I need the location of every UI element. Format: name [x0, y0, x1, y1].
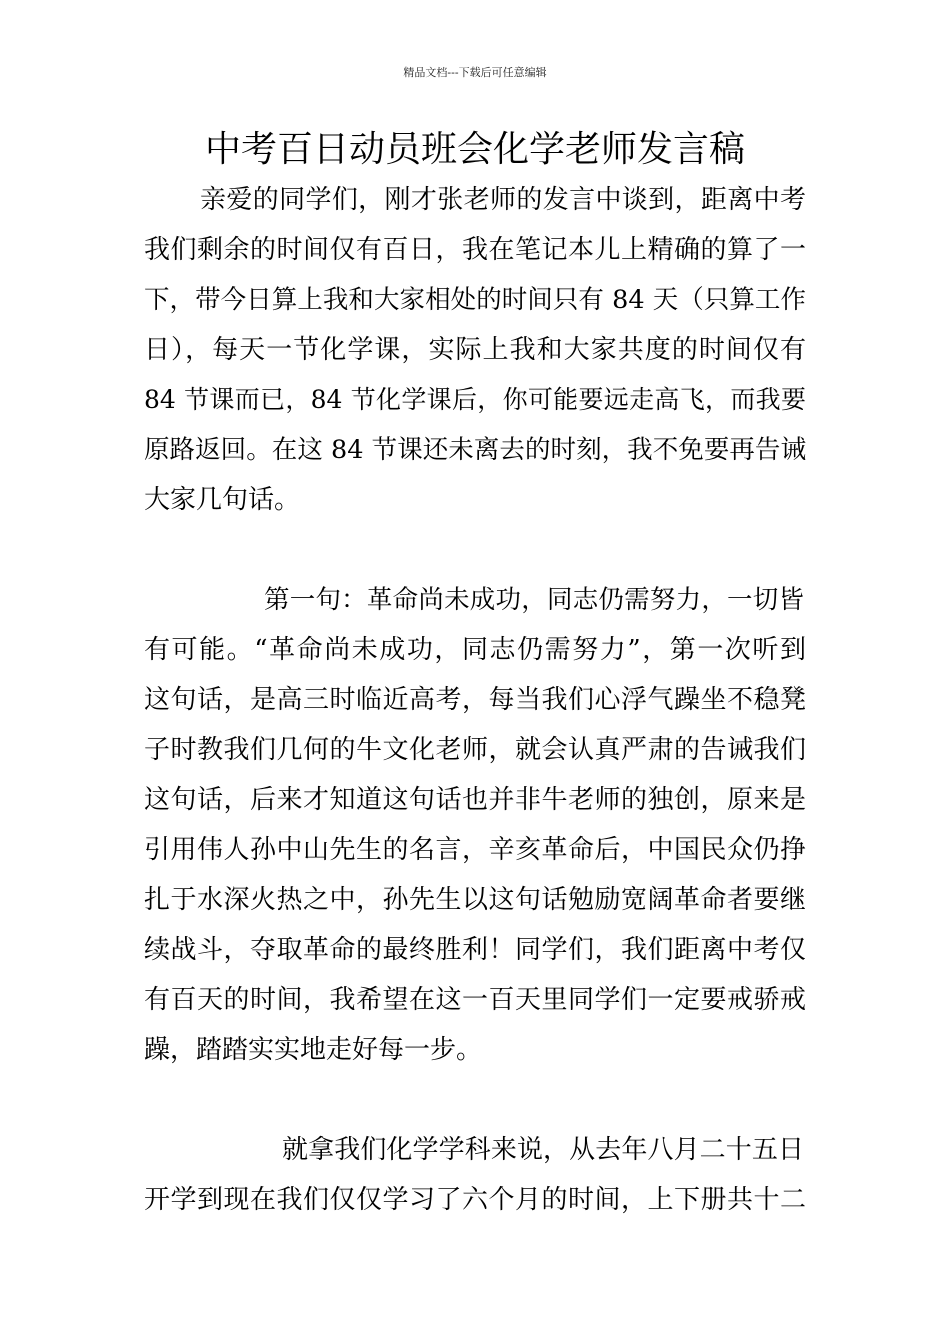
paragraph-3-line-1: 就拿我们化学学科来说，从去年八月二十五日	[282, 1135, 804, 1165]
paragraph-2-line-2: 有可能。“革命尚未成功，同志仍需努力”，第一次听到	[144, 635, 806, 665]
paragraph-2-line-1: 第一句：革命尚未成功，同志仍需努力，一切皆	[264, 585, 804, 615]
paragraph-1-line-5: 84 节课而已，84 节化学课后，你可能要远走高飞，而我要	[144, 385, 806, 414]
paragraph-1-line-7: 大家几句话。	[144, 485, 301, 515]
paragraph-1-line-3: 下，带今日算上我和大家相处的时间只有 84 天（只算工作	[144, 285, 806, 315]
paragraph-2-line-7: 扎于水深火热之中，孙先生以这句话勉励宽阔革命者要继	[144, 885, 806, 915]
paragraph-1-line-4: 日），每天一节化学课，实际上我和大家共度的时间仅有	[144, 335, 806, 365]
paragraph-2-line-5: 这句话，后来才知道这句话也并非牛老师的独创，原来是	[144, 785, 806, 815]
paragraph-2-line-10: 躁，踏踏实实地走好每一步。	[144, 1035, 483, 1065]
paragraph-1-line-6: 原路返回。在这 84 节课还未离去的时刻，我不免要再告诫	[144, 435, 806, 465]
paragraph-2-line-9: 有百天的时间，我希望在这一百天里同学们一定要戒骄戒	[144, 985, 806, 1015]
document-title: 中考百日动员班会化学老师发言稿	[204, 129, 745, 170]
paragraph-2-line-8: 续战斗，夺取革命的最终胜利！同学们，我们距离中考仅	[144, 935, 806, 965]
header-note: 精品文档---下载后可任意编辑	[403, 66, 547, 79]
paragraph-2-line-4: 子时教我们几何的牛文化老师，就会认真严肃的告诫我们	[144, 735, 806, 765]
paragraph-1-line-2: 我们剩余的时间仅有百日，我在笔记本儿上精确的算了一	[144, 235, 806, 265]
paragraph-2-line-3: 这句话，是高三时临近高考，每当我们心浮气躁坐不稳凳	[144, 685, 806, 715]
paragraph-3-line-2: 开学到现在我们仅仅学习了六个月的时间，上下册共十二	[144, 1185, 806, 1215]
paragraph-1-line-1: 亲爱的同学们，刚才张老师的发言中谈到，距离中考	[200, 185, 806, 215]
paragraph-2-line-6: 引用伟人孙中山先生的名言，辛亥革命后，中国民众仍挣	[144, 835, 806, 865]
